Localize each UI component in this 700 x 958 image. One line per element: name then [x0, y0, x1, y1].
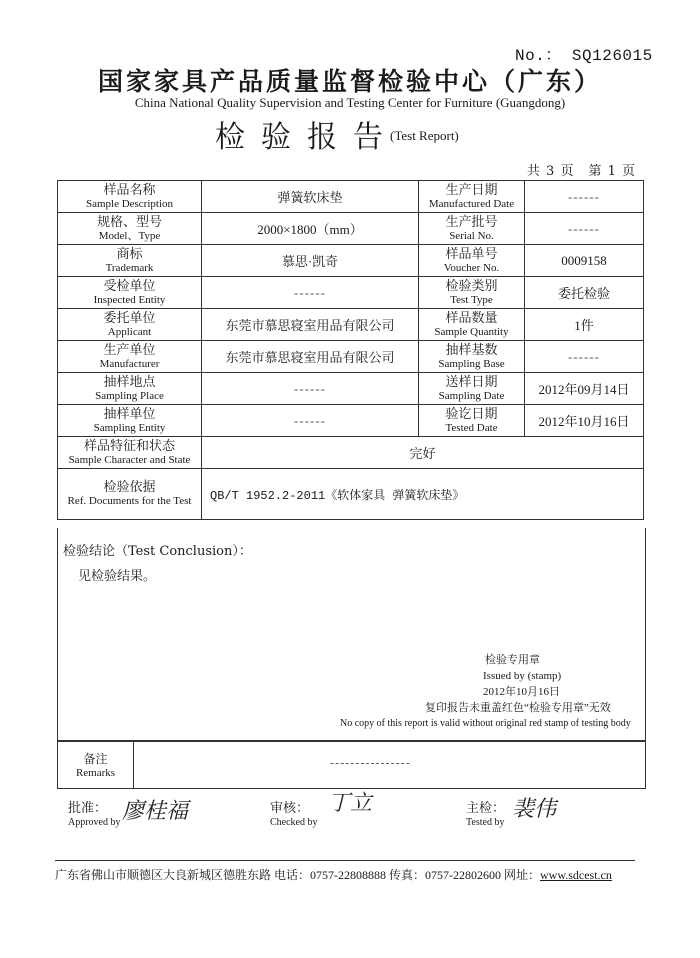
label-cell: 生产日期 Manufactured Date — [419, 181, 525, 213]
label-cell: 样品名称 Sample Description — [58, 181, 202, 213]
report-number: No.： SQ126015 — [515, 47, 653, 65]
value-cell: ------ — [525, 341, 644, 373]
footer-address: 广东省佛山市顺德区大良新城区德胜东路 电话：0757-22808888 传真：0757-22802600 网址： — [55, 868, 540, 882]
label-cell: 样品特征和状态 Sample Character and State — [58, 437, 202, 469]
value-cell: 委托检验 — [525, 277, 644, 309]
report-title: 检验报告 — [215, 120, 399, 155]
value-cell: 东莞市慕思寝室用品有限公司 — [202, 309, 419, 341]
label-cell: 生产批号 Serial No. — [419, 213, 525, 245]
footer — [55, 866, 645, 883]
sample-state-value: 完好 — [202, 437, 644, 469]
table-row — [58, 469, 644, 520]
value-cell: ------ — [202, 277, 419, 309]
center-title-cn: 国家家具产品质量监督检验中心（广东） — [97, 67, 602, 96]
label-cell: 抽样地点 Sampling Place — [58, 373, 202, 405]
checked-by-label: 审核： Checked by — [270, 800, 318, 828]
footer-divider — [55, 860, 635, 861]
table-row — [58, 341, 644, 373]
value-cell: ------ — [525, 213, 644, 245]
stamp-label-en: Issued by (stamp) — [483, 670, 562, 682]
approved-signature: 廖桂福 — [122, 799, 189, 824]
remarks-label: 备注 Remarks — [58, 742, 134, 788]
copy-notice-en: No copy of this report is valid without original red stamp of testing body — [340, 718, 631, 729]
label-cell: 抽样单位 Sampling Entity — [58, 405, 202, 437]
stamp-label-cn: 检验专用章 — [485, 654, 540, 666]
label-cell: 样品数量 Sample Quantity — [419, 309, 525, 341]
label-cell: 送样日期 Sampling Date — [419, 373, 525, 405]
tested-by-label: 主检： Tested by — [466, 800, 506, 828]
label-cell: 检验依据 Ref. Documents for the Test — [58, 469, 202, 520]
label-cell: 抽样基数 Sampling Base — [419, 341, 525, 373]
label-cell: 受检单位 Inspected Entity — [58, 277, 202, 309]
stamp-block — [340, 652, 640, 732]
copy-notice-cn: 复印报告未重盖红色“检验专用章”无效 — [425, 702, 611, 714]
table-row — [58, 309, 644, 341]
remarks-value: ---------------- — [330, 756, 411, 770]
label-cell: 验讫日期 Tested Date — [419, 405, 525, 437]
value-cell: 0009158 — [525, 245, 644, 277]
report-title-en: (Test Report) — [390, 128, 459, 143]
label-cell: 生产单位 Manufacturer — [58, 341, 202, 373]
tested-signature: 裴伟 — [512, 797, 557, 822]
label-cell: 委托单位 Applicant — [58, 309, 202, 341]
table-row — [58, 437, 644, 469]
test-basis-value: QB/T 1952.2-2011《软体家具 弹簧软床垫》 — [202, 469, 644, 520]
label-cell: 检验类别 Test Type — [419, 277, 525, 309]
checked-signature: 丁立 — [328, 791, 373, 816]
page-counter: 共 3 页 第 1 页 — [526, 164, 636, 179]
label-cell: 规格、型号 Model、Type — [58, 213, 202, 245]
value-cell: ------ — [525, 181, 644, 213]
table-row — [58, 245, 644, 277]
sample-info-table — [57, 180, 644, 520]
table-row — [58, 373, 644, 405]
center-title-en: China National Quality Supervision and Testing Center for Furniture (Guangdong) — [134, 95, 566, 110]
value-cell: ------ — [202, 373, 419, 405]
label-cell: 样品单号 Voucher No. — [419, 245, 525, 277]
approved-by-label: 批准： Approved by — [68, 800, 121, 828]
value-cell: 东莞市慕思寝室用品有限公司 — [202, 341, 419, 373]
conclusion-title: 检验结论（Test Conclusion）： — [63, 544, 252, 559]
value-cell: 弹簧软床垫 — [202, 181, 419, 213]
value-cell: 2012年10月16日 — [525, 405, 644, 437]
conclusion-text: 见检验结果。 — [78, 569, 157, 584]
table-row — [58, 181, 644, 213]
label-cell: 商标 Trademark — [58, 245, 202, 277]
footer-website[interactable]: www.sdcest.cn — [540, 868, 612, 882]
stamp-date: 2012年10月16日 — [483, 686, 560, 698]
value-cell: 1件 — [525, 309, 644, 341]
value-cell: ------ — [202, 405, 419, 437]
table-row — [58, 277, 644, 309]
table-row — [58, 213, 644, 245]
table-row — [58, 405, 644, 437]
value-cell: 慕思·凯奇 — [202, 245, 419, 277]
value-cell: 2012年09月14日 — [525, 373, 644, 405]
value-cell: 2000×1800（mm） — [202, 213, 419, 245]
